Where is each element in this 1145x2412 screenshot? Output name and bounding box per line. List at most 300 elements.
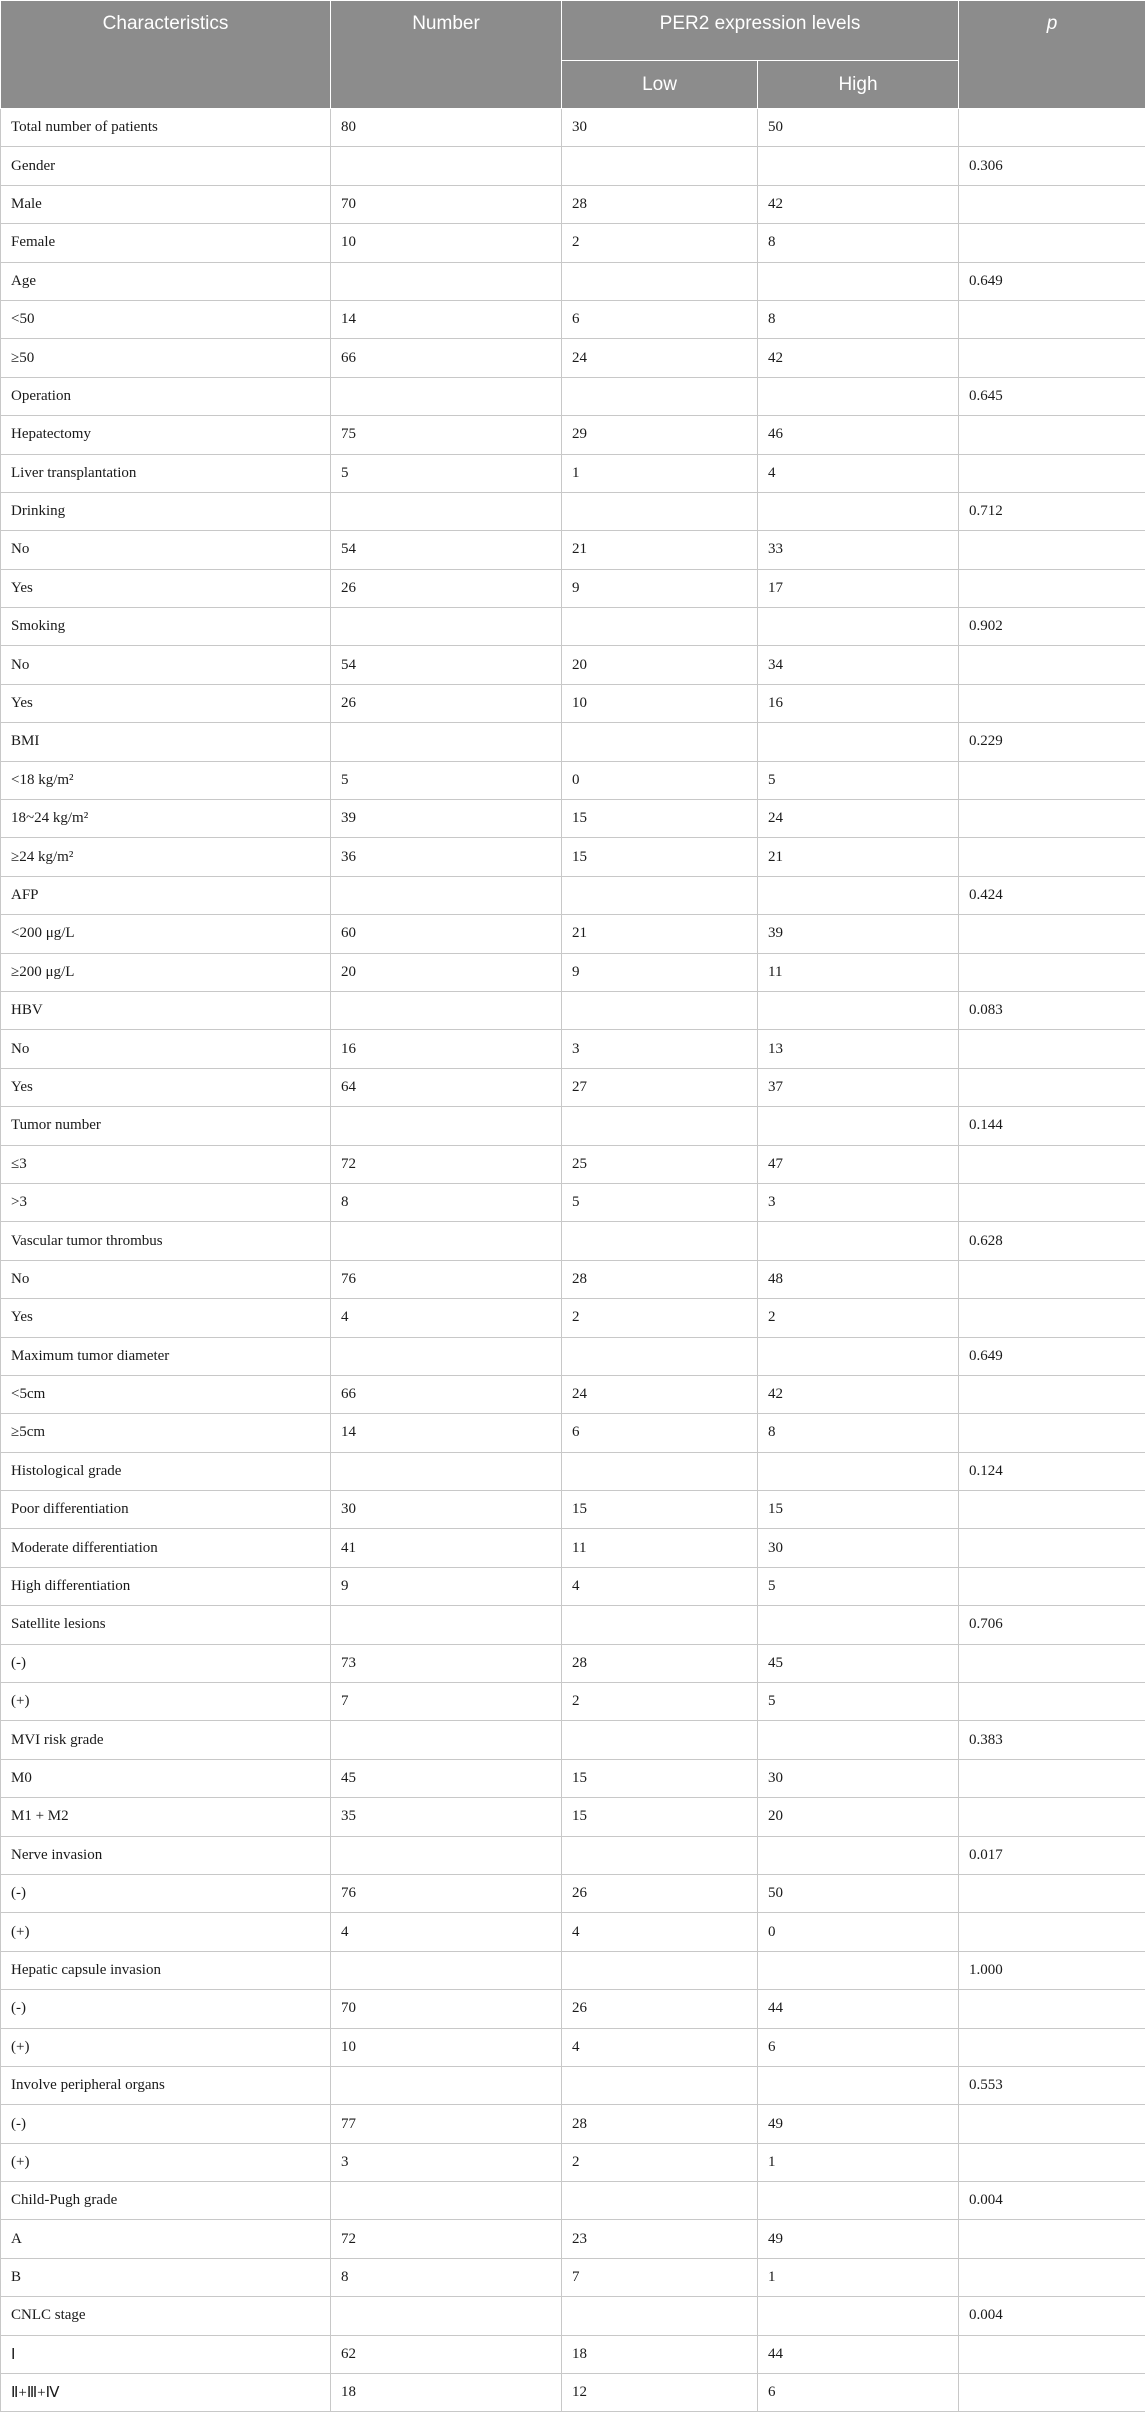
cell-low bbox=[562, 377, 758, 415]
cell-characteristic: ≥5cm bbox=[1, 1414, 331, 1452]
cell-characteristic: <200 μg/L bbox=[1, 915, 331, 953]
cell-characteristic: <5cm bbox=[1, 1375, 331, 1413]
cell-number bbox=[331, 723, 562, 761]
cell-number bbox=[331, 1836, 562, 1874]
cell-low bbox=[562, 1452, 758, 1490]
header-number: Number bbox=[331, 1, 562, 109]
table-row bbox=[1, 1606, 1145, 1644]
cell-number bbox=[331, 1107, 562, 1145]
cell-low bbox=[562, 1836, 758, 1874]
table-row bbox=[1, 1452, 1145, 1490]
cell-characteristic: >3 bbox=[1, 1183, 331, 1221]
cell-low: 26 bbox=[562, 1990, 758, 2028]
cell-number bbox=[331, 492, 562, 530]
cell-p-value: 0.706 bbox=[959, 1606, 1145, 1644]
cell-number: 4 bbox=[331, 1913, 562, 1951]
cell-high: 42 bbox=[758, 339, 959, 377]
table-row bbox=[1, 300, 1145, 338]
header-high: High bbox=[758, 61, 959, 109]
cell-number: 10 bbox=[331, 224, 562, 262]
table-row bbox=[1, 800, 1145, 838]
cell-high: 34 bbox=[758, 646, 959, 684]
cell-characteristic: (-) bbox=[1, 1644, 331, 1682]
cell-low: 27 bbox=[562, 1068, 758, 1106]
table-row bbox=[1, 915, 1145, 953]
cell-p-value: 0.645 bbox=[959, 377, 1145, 415]
cell-low: 9 bbox=[562, 953, 758, 991]
table-row bbox=[1, 2143, 1145, 2181]
cell-p-value bbox=[959, 1683, 1145, 1721]
cell-characteristic: ≤3 bbox=[1, 1145, 331, 1183]
cell-characteristic: M1 + M2 bbox=[1, 1798, 331, 1836]
cell-high: 50 bbox=[758, 109, 959, 147]
table-row bbox=[1, 991, 1145, 1029]
cell-high: 6 bbox=[758, 2374, 959, 2412]
table-row bbox=[1, 1260, 1145, 1298]
cell-p-value bbox=[959, 531, 1145, 569]
table-row bbox=[1, 1836, 1145, 1874]
cell-low: 28 bbox=[562, 185, 758, 223]
table-row bbox=[1, 2335, 1145, 2373]
cell-high: 37 bbox=[758, 1068, 959, 1106]
cell-high bbox=[758, 147, 959, 185]
cell-low: 20 bbox=[562, 646, 758, 684]
cell-characteristic: Liver transplantation bbox=[1, 454, 331, 492]
table-row bbox=[1, 1107, 1145, 1145]
cell-number bbox=[331, 608, 562, 646]
cell-characteristic: No bbox=[1, 1260, 331, 1298]
cell-p-value: 0.628 bbox=[959, 1222, 1145, 1260]
table-row bbox=[1, 646, 1145, 684]
cell-characteristic: (+) bbox=[1, 1913, 331, 1951]
cell-number: 70 bbox=[331, 185, 562, 223]
cell-high: 15 bbox=[758, 1491, 959, 1529]
cell-p-value bbox=[959, 2220, 1145, 2258]
cell-number: 5 bbox=[331, 454, 562, 492]
table-row bbox=[1, 416, 1145, 454]
cell-high bbox=[758, 1222, 959, 1260]
table-row bbox=[1, 2028, 1145, 2066]
cell-characteristic: Operation bbox=[1, 377, 331, 415]
cell-high: 49 bbox=[758, 2105, 959, 2143]
cell-p-value bbox=[959, 1260, 1145, 1298]
cell-number: 14 bbox=[331, 300, 562, 338]
cell-characteristic: No bbox=[1, 1030, 331, 1068]
cell-high bbox=[758, 608, 959, 646]
cell-p-value bbox=[959, 339, 1145, 377]
cell-number: 5 bbox=[331, 761, 562, 799]
cell-high: 0 bbox=[758, 1913, 959, 1951]
cell-low: 10 bbox=[562, 684, 758, 722]
cell-number: 30 bbox=[331, 1491, 562, 1529]
cell-number bbox=[331, 876, 562, 914]
cell-number: 45 bbox=[331, 1759, 562, 1797]
cell-high bbox=[758, 1452, 959, 1490]
table-row bbox=[1, 1990, 1145, 2028]
cell-low: 6 bbox=[562, 300, 758, 338]
cell-p-value: 0.649 bbox=[959, 1337, 1145, 1375]
cell-low: 30 bbox=[562, 109, 758, 147]
cell-p-value bbox=[959, 1375, 1145, 1413]
cell-p-value bbox=[959, 2258, 1145, 2296]
cell-number: 76 bbox=[331, 1260, 562, 1298]
cell-p-value bbox=[959, 569, 1145, 607]
table-row bbox=[1, 2105, 1145, 2143]
cell-characteristic: 18~24 kg/m² bbox=[1, 800, 331, 838]
cell-p-value bbox=[959, 800, 1145, 838]
cell-characteristic: Satellite lesions bbox=[1, 1606, 331, 1644]
cell-p-value bbox=[959, 2143, 1145, 2181]
cell-characteristic: Vascular tumor thrombus bbox=[1, 1222, 331, 1260]
cell-high: 13 bbox=[758, 1030, 959, 1068]
cell-low bbox=[562, 1222, 758, 1260]
cell-p-value: 1.000 bbox=[959, 1951, 1145, 1989]
cell-low: 26 bbox=[562, 1874, 758, 1912]
table-row bbox=[1, 1683, 1145, 1721]
table-row bbox=[1, 1567, 1145, 1605]
cell-p-value bbox=[959, 1759, 1145, 1797]
table-row bbox=[1, 1951, 1145, 1989]
cell-high: 2 bbox=[758, 1299, 959, 1337]
cell-low: 24 bbox=[562, 1375, 758, 1413]
cell-characteristic: Male bbox=[1, 185, 331, 223]
table-row bbox=[1, 2297, 1145, 2335]
cell-high: 11 bbox=[758, 953, 959, 991]
cell-characteristic: ≥50 bbox=[1, 339, 331, 377]
cell-low bbox=[562, 147, 758, 185]
header-per2-expression: PER2 expression levels bbox=[562, 1, 959, 61]
cell-p-value bbox=[959, 1183, 1145, 1221]
cell-characteristic: Yes bbox=[1, 1299, 331, 1337]
cell-high: 1 bbox=[758, 2258, 959, 2296]
table-row bbox=[1, 1145, 1145, 1183]
cell-high bbox=[758, 1337, 959, 1375]
cell-low: 12 bbox=[562, 2374, 758, 2412]
cell-number: 41 bbox=[331, 1529, 562, 1567]
cell-high bbox=[758, 723, 959, 761]
table-row bbox=[1, 1299, 1145, 1337]
cell-characteristic: Hepatectomy bbox=[1, 416, 331, 454]
table-row bbox=[1, 876, 1145, 914]
cell-characteristic: Child-Pugh grade bbox=[1, 2182, 331, 2220]
cell-low bbox=[562, 608, 758, 646]
table-row bbox=[1, 953, 1145, 991]
cell-number bbox=[331, 2297, 562, 2335]
cell-p-value bbox=[959, 1529, 1145, 1567]
cell-high bbox=[758, 377, 959, 415]
cell-characteristic: Yes bbox=[1, 684, 331, 722]
cell-p-value bbox=[959, 1145, 1145, 1183]
table-row bbox=[1, 569, 1145, 607]
cell-characteristic: Hepatic capsule invasion bbox=[1, 1951, 331, 1989]
table-row bbox=[1, 2374, 1145, 2412]
cell-number: 10 bbox=[331, 2028, 562, 2066]
cell-characteristic: (-) bbox=[1, 1990, 331, 2028]
cell-characteristic: (-) bbox=[1, 2105, 331, 2143]
cell-number: 73 bbox=[331, 1644, 562, 1682]
cell-p-value: 0.712 bbox=[959, 492, 1145, 530]
cell-p-value: 0.553 bbox=[959, 2066, 1145, 2104]
cell-p-value: 0.902 bbox=[959, 608, 1145, 646]
cell-p-value bbox=[959, 1567, 1145, 1605]
cell-number bbox=[331, 1951, 562, 1989]
table-header bbox=[1, 1, 1145, 109]
cell-high: 39 bbox=[758, 915, 959, 953]
cell-low bbox=[562, 492, 758, 530]
cell-number: 72 bbox=[331, 1145, 562, 1183]
cell-low: 4 bbox=[562, 1567, 758, 1605]
table-row bbox=[1, 1337, 1145, 1375]
cell-high: 49 bbox=[758, 2220, 959, 2258]
cell-p-value bbox=[959, 915, 1145, 953]
cell-high: 42 bbox=[758, 1375, 959, 1413]
table-row bbox=[1, 723, 1145, 761]
cell-characteristic: Female bbox=[1, 224, 331, 262]
table-row bbox=[1, 109, 1145, 147]
cell-high bbox=[758, 2066, 959, 2104]
cell-number: 35 bbox=[331, 1798, 562, 1836]
cell-low: 11 bbox=[562, 1529, 758, 1567]
cell-low: 5 bbox=[562, 1183, 758, 1221]
cell-characteristic: Histological grade bbox=[1, 1452, 331, 1490]
cell-number: 54 bbox=[331, 531, 562, 569]
cell-number: 66 bbox=[331, 339, 562, 377]
cell-low: 15 bbox=[562, 1491, 758, 1529]
cell-low bbox=[562, 2297, 758, 2335]
table-body bbox=[1, 109, 1145, 2412]
cell-characteristic: Ⅰ bbox=[1, 2335, 331, 2373]
table-row bbox=[1, 1644, 1145, 1682]
cell-number: 8 bbox=[331, 2258, 562, 2296]
cell-low bbox=[562, 1606, 758, 1644]
cell-high bbox=[758, 1951, 959, 1989]
cell-number bbox=[331, 1452, 562, 1490]
cell-low bbox=[562, 723, 758, 761]
cell-low: 4 bbox=[562, 2028, 758, 2066]
cell-number: 14 bbox=[331, 1414, 562, 1452]
cell-low: 28 bbox=[562, 1260, 758, 1298]
table-row bbox=[1, 185, 1145, 223]
cell-characteristic: Involve peripheral organs bbox=[1, 2066, 331, 2104]
cell-low: 21 bbox=[562, 531, 758, 569]
cell-p-value: 0.004 bbox=[959, 2297, 1145, 2335]
table-row bbox=[1, 684, 1145, 722]
table-row bbox=[1, 531, 1145, 569]
table-row bbox=[1, 1491, 1145, 1529]
cell-p-value bbox=[959, 1299, 1145, 1337]
cell-low: 29 bbox=[562, 416, 758, 454]
cell-low: 2 bbox=[562, 2143, 758, 2181]
cell-characteristic: No bbox=[1, 531, 331, 569]
table-row bbox=[1, 2220, 1145, 2258]
cell-characteristic: Smoking bbox=[1, 608, 331, 646]
cell-high: 4 bbox=[758, 454, 959, 492]
cell-characteristic: (+) bbox=[1, 2028, 331, 2066]
cell-number: 36 bbox=[331, 838, 562, 876]
cell-low: 3 bbox=[562, 1030, 758, 1068]
cell-p-value: 0.004 bbox=[959, 2182, 1145, 2220]
cell-high: 20 bbox=[758, 1798, 959, 1836]
cell-high: 33 bbox=[758, 531, 959, 569]
cell-number: 7 bbox=[331, 1683, 562, 1721]
table-row bbox=[1, 838, 1145, 876]
cell-high: 21 bbox=[758, 838, 959, 876]
table-row bbox=[1, 147, 1145, 185]
cell-high: 8 bbox=[758, 300, 959, 338]
cell-characteristic: Age bbox=[1, 262, 331, 300]
cell-number bbox=[331, 2066, 562, 2104]
cell-p-value bbox=[959, 953, 1145, 991]
cell-high bbox=[758, 1107, 959, 1145]
table-row bbox=[1, 1222, 1145, 1260]
cell-p-value: 0.306 bbox=[959, 147, 1145, 185]
cell-high: 48 bbox=[758, 1260, 959, 1298]
cell-number: 16 bbox=[331, 1030, 562, 1068]
cell-p-value: 0.424 bbox=[959, 876, 1145, 914]
table-row bbox=[1, 2182, 1145, 2220]
cell-high: 30 bbox=[758, 1529, 959, 1567]
cell-high: 47 bbox=[758, 1145, 959, 1183]
cell-number: 72 bbox=[331, 2220, 562, 2258]
cell-high: 44 bbox=[758, 2335, 959, 2373]
cell-characteristic: Maximum tumor diameter bbox=[1, 1337, 331, 1375]
cell-low bbox=[562, 1721, 758, 1759]
cell-characteristic: Drinking bbox=[1, 492, 331, 530]
cell-number: 60 bbox=[331, 915, 562, 953]
cell-characteristic: Nerve invasion bbox=[1, 1836, 331, 1874]
cell-low: 2 bbox=[562, 224, 758, 262]
cell-number: 9 bbox=[331, 1567, 562, 1605]
cell-characteristic: Yes bbox=[1, 569, 331, 607]
cell-high: 1 bbox=[758, 2143, 959, 2181]
cell-characteristic: ≥200 μg/L bbox=[1, 953, 331, 991]
table-row bbox=[1, 339, 1145, 377]
table-row bbox=[1, 1529, 1145, 1567]
cell-p-value bbox=[959, 684, 1145, 722]
table-row bbox=[1, 1183, 1145, 1221]
cell-characteristic: HBV bbox=[1, 991, 331, 1029]
table-row bbox=[1, 761, 1145, 799]
cell-characteristic: A bbox=[1, 2220, 331, 2258]
cell-characteristic: Yes bbox=[1, 1068, 331, 1106]
table-row bbox=[1, 1874, 1145, 1912]
cell-high: 16 bbox=[758, 684, 959, 722]
cell-low: 15 bbox=[562, 1759, 758, 1797]
table-row bbox=[1, 1375, 1145, 1413]
cell-high: 5 bbox=[758, 1567, 959, 1605]
cell-p-value bbox=[959, 454, 1145, 492]
cell-high bbox=[758, 1606, 959, 1644]
cell-high: 17 bbox=[758, 569, 959, 607]
table-row bbox=[1, 454, 1145, 492]
cell-high: 5 bbox=[758, 761, 959, 799]
cell-p-value bbox=[959, 300, 1145, 338]
cell-p-value: 0.144 bbox=[959, 1107, 1145, 1145]
cell-p-value bbox=[959, 1990, 1145, 2028]
cell-high: 6 bbox=[758, 2028, 959, 2066]
cell-low: 24 bbox=[562, 339, 758, 377]
cell-p-value bbox=[959, 1414, 1145, 1452]
cell-p-value bbox=[959, 1030, 1145, 1068]
cell-high: 46 bbox=[758, 416, 959, 454]
cell-p-value bbox=[959, 224, 1145, 262]
cell-low: 15 bbox=[562, 1798, 758, 1836]
cell-high: 44 bbox=[758, 1990, 959, 2028]
cell-characteristic: Poor differentiation bbox=[1, 1491, 331, 1529]
cell-low: 2 bbox=[562, 1299, 758, 1337]
cell-p-value bbox=[959, 761, 1145, 799]
cell-characteristic: No bbox=[1, 646, 331, 684]
cell-p-value bbox=[959, 1644, 1145, 1682]
cell-characteristic: (+) bbox=[1, 1683, 331, 1721]
cell-p-value: 0.124 bbox=[959, 1452, 1145, 1490]
cell-number: 20 bbox=[331, 953, 562, 991]
cell-characteristic: CNLC stage bbox=[1, 2297, 331, 2335]
cell-high: 30 bbox=[758, 1759, 959, 1797]
cell-number: 66 bbox=[331, 1375, 562, 1413]
cell-number: 75 bbox=[331, 416, 562, 454]
cell-low: 15 bbox=[562, 800, 758, 838]
cell-low: 6 bbox=[562, 1414, 758, 1452]
cell-characteristic: B bbox=[1, 2258, 331, 2296]
cell-characteristic: (-) bbox=[1, 1874, 331, 1912]
cell-p-value bbox=[959, 646, 1145, 684]
cell-low bbox=[562, 876, 758, 914]
cell-p-value bbox=[959, 185, 1145, 223]
cell-number bbox=[331, 2182, 562, 2220]
cell-high: 42 bbox=[758, 185, 959, 223]
cell-characteristic: (+) bbox=[1, 2143, 331, 2181]
cell-characteristic: AFP bbox=[1, 876, 331, 914]
cell-number bbox=[331, 1337, 562, 1375]
cell-p-value bbox=[959, 1913, 1145, 1951]
table-row bbox=[1, 2066, 1145, 2104]
cell-low bbox=[562, 1337, 758, 1375]
cell-p-value: 0.383 bbox=[959, 1721, 1145, 1759]
cell-high bbox=[758, 2297, 959, 2335]
table-row bbox=[1, 1068, 1145, 1106]
cell-high bbox=[758, 876, 959, 914]
table-row bbox=[1, 1414, 1145, 1452]
cell-low bbox=[562, 1951, 758, 1989]
cell-characteristic: Tumor number bbox=[1, 1107, 331, 1145]
cell-high bbox=[758, 1721, 959, 1759]
cell-high: 5 bbox=[758, 1683, 959, 1721]
cell-low: 7 bbox=[562, 2258, 758, 2296]
cell-p-value: 0.649 bbox=[959, 262, 1145, 300]
cell-number: 8 bbox=[331, 1183, 562, 1221]
header-low: Low bbox=[562, 61, 758, 109]
cell-low: 4 bbox=[562, 1913, 758, 1951]
cell-high: 8 bbox=[758, 1414, 959, 1452]
cell-characteristic: Total number of patients bbox=[1, 109, 331, 147]
table-row bbox=[1, 1798, 1145, 1836]
cell-p-value bbox=[959, 838, 1145, 876]
cell-number: 18 bbox=[331, 2374, 562, 2412]
cell-p-value bbox=[959, 109, 1145, 147]
cell-low: 23 bbox=[562, 2220, 758, 2258]
cell-number: 39 bbox=[331, 800, 562, 838]
cell-low bbox=[562, 2066, 758, 2104]
cell-high: 8 bbox=[758, 224, 959, 262]
cell-number: 80 bbox=[331, 109, 562, 147]
cell-p-value: 0.083 bbox=[959, 991, 1145, 1029]
cell-high: 3 bbox=[758, 1183, 959, 1221]
cell-number: 26 bbox=[331, 569, 562, 607]
cell-p-value bbox=[959, 416, 1145, 454]
cell-low bbox=[562, 262, 758, 300]
cell-low: 15 bbox=[562, 838, 758, 876]
